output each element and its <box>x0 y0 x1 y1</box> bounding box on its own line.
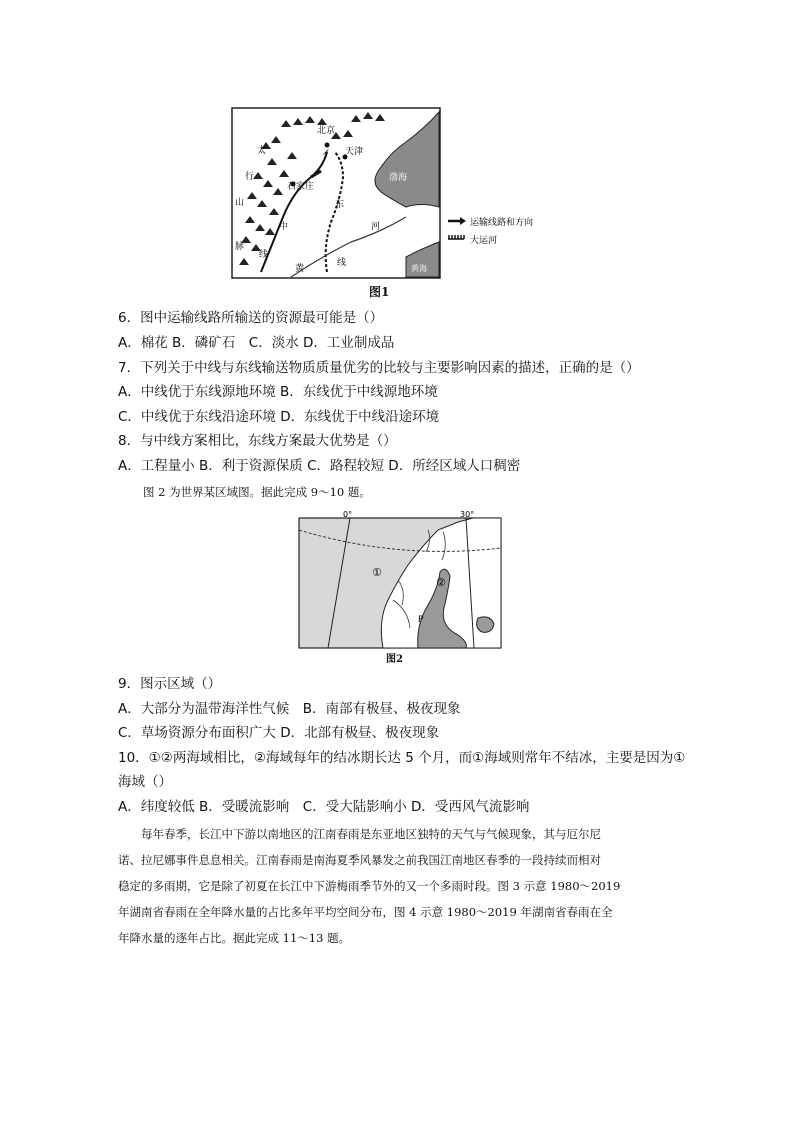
question-7-options-ab: A．中线优于东线源地环境 B．东线优于中线源地环境 <box>118 384 438 400</box>
passage-line: 年降水量的逐年占比。据此完成 11～13 题。 <box>118 931 351 945</box>
figure-1-map <box>231 107 441 279</box>
question-10-cont: 海域（） <box>118 774 172 790</box>
question-8: 8．与中线方案相比，东线方案最大优势是（） <box>118 433 397 449</box>
figure-1-caption: 图1 <box>369 285 390 299</box>
question-10: 10．①②两海域相比，②海域每年的结冰期长达 5 个月，而①海域则常年不结冰，主要是因为① <box>118 750 686 766</box>
figure-2-caption: 图2 <box>386 654 403 665</box>
passage-line: 每年春季，长江中下游以南地区的江南春雨是东亚地区独特的天气与气候现象，其与厄尔尼 <box>118 827 601 841</box>
label-huanghe-2: 河 <box>371 222 381 232</box>
label-lon-0: 0° <box>343 510 353 519</box>
label-dongxian-1: 东 <box>335 200 345 210</box>
passage-11-13 <box>118 821 718 951</box>
question-6: 6．图中运输线路所输送的资源最可能是（） <box>118 310 384 326</box>
passage-line: 稳定的多雨期，它是除了初夏在长江中下游梅雨季节外的又一个多雨时段。图 3 示意 1980～2019 <box>118 879 621 893</box>
label-tianjin: 天津 <box>345 147 364 157</box>
legend-canal: 大运河 <box>470 236 498 246</box>
label-lon-30: 30° <box>460 510 475 519</box>
figure-2-map <box>298 510 502 650</box>
question-9-options-cd: C．草场资源分布面积广大 D．北部有极昼、极夜现象 <box>118 725 440 741</box>
label-zhongxian-2: 线 <box>259 250 269 260</box>
label-sea-2: ② <box>436 576 446 589</box>
question-6-options: A．棉花 B．磷矿石 C．淡水 D．工业制成品 <box>118 335 395 351</box>
label-zhongxian-1: 中 <box>279 222 289 232</box>
question-7: 7．下列关于中线与东线输送物质质量优劣的比较与主要影响因素的描述，正确的是（） <box>118 360 640 376</box>
label-sea-1: ① <box>372 566 382 579</box>
label-taihang-2: 行 <box>245 172 255 182</box>
label-p: P <box>418 615 424 625</box>
label-bohai: 渤海 <box>389 173 408 183</box>
label-taihang-1: 太 <box>257 146 267 156</box>
question-9: 9．图示区域（） <box>118 676 222 692</box>
legend-route: 运输线路和方向 <box>470 218 534 228</box>
label-taihang-4: 脉 <box>235 242 245 252</box>
question-7-options-cd: C．中线优于东线沿途环境 D．东线优于中线沿途环境 <box>118 409 440 425</box>
label-dongxian-2: 线 <box>337 258 347 268</box>
figure-1-legend <box>446 213 556 249</box>
question-9-options-ab: A．大部分为温带海洋性气候 B．南部有极昼、极夜现象 <box>118 701 461 717</box>
label-taihang-3: 山 <box>235 198 245 208</box>
figure-2-intro: 图 2 为世界某区域图。据此完成 9～10 题。 <box>143 485 371 499</box>
label-huanghe-1: 黄 <box>295 264 305 274</box>
question-10-options: A．纬度较低 B．受暖流影响 C．受大陆影响小 D．受西风气流影响 <box>118 799 530 815</box>
passage-line: 诺、拉尼娜事件息息相关。江南春雨是南海夏季风暴发之前我国江南地区春季的一段持续而相对 <box>118 853 601 867</box>
question-8-options: A．工程量小 B．利于资源保质 C．路程较短 D．所经区域人口稠密 <box>118 458 521 474</box>
label-shijiazhuang: 石家庄 <box>287 182 315 192</box>
label-beijing: 北京 <box>317 126 336 136</box>
label-huanghai: 黄海 <box>411 264 427 273</box>
passage-line: 年湖南省春雨在全年降水量的占比多年平均空间分布，图 4 示意 1980～2019 年湖南省春雨在全 <box>118 905 613 919</box>
